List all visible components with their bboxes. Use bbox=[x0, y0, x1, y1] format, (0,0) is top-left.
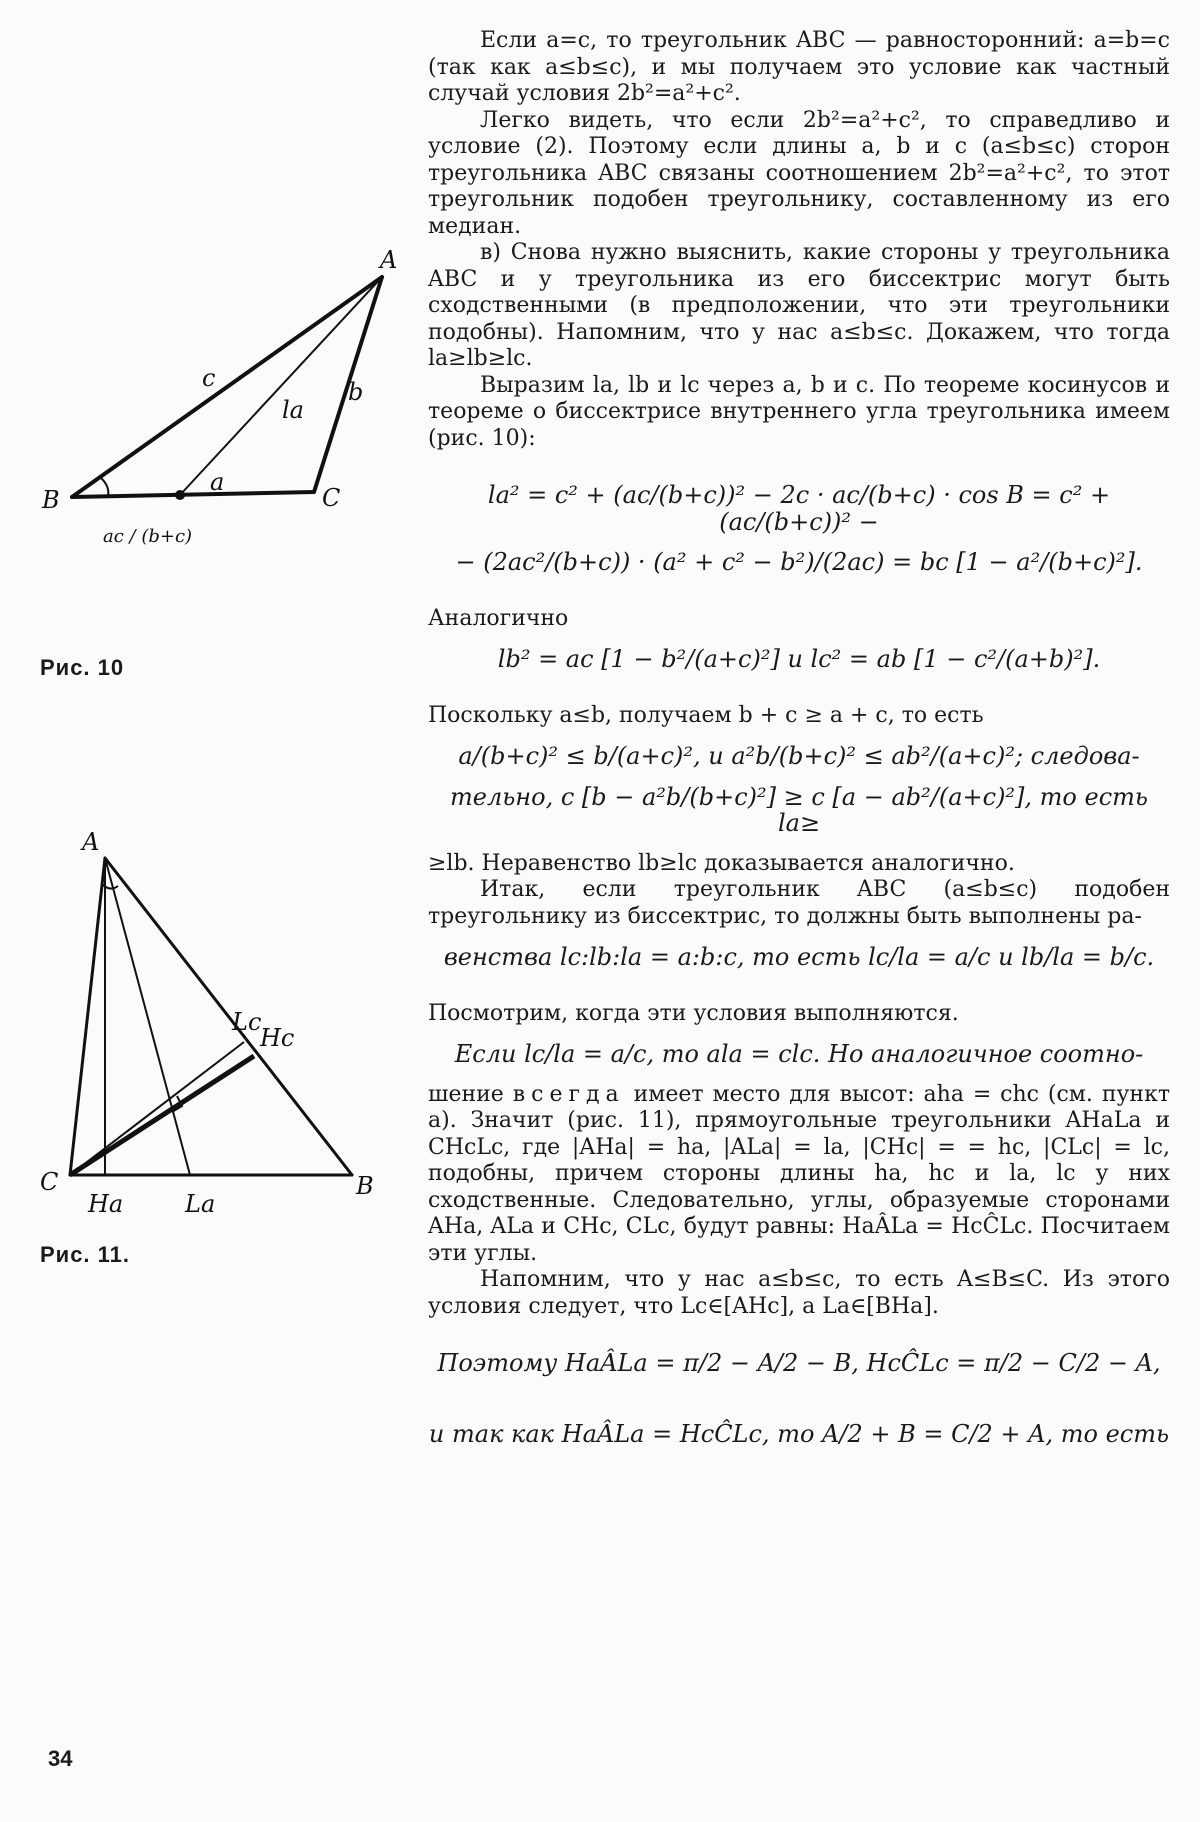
figure-10-caption: Рис. 10 bbox=[40, 655, 125, 680]
formula-angles-equal: и так как HaÂLa = HcĈLc, то A/2 + B = C/2 + A, то есть bbox=[428, 1419, 1170, 1448]
bisector-foot-point bbox=[175, 490, 185, 500]
paragraph-express-bisectors: Выразим la, lb и lc через a, b и c. По теореме косинусов и теореме о биссектрисе внутреннего угла треугольника имеем (рис. 10): bbox=[428, 372, 1170, 451]
paragraph-heights bbox=[428, 1082, 1170, 1268]
side-ac bbox=[70, 858, 105, 1175]
paragraph-medians: Легко видеть, что если 2b²=a²+c², то справедливо и условие (2). Поэтому если длины a, b и c (a≤b≤c) сторон треугольника ABC связаны соотношением 2b²=a²+c², то этот треугольник подобен треугольнику, составленному из его медиан. bbox=[428, 107, 1170, 239]
formula-lb-lc: lb² = ac [1 − b²/(a+c)²] и lc² = ab [1 − c²/(a+b)²]. bbox=[497, 645, 1101, 673]
label-C: C bbox=[40, 1168, 59, 1196]
formula-angles: Поэтому HaÂLa = π/2 − A/2 − B, HcĈLc = π/2 − C/2 − A, bbox=[437, 1349, 1161, 1377]
label-A: A bbox=[82, 828, 100, 856]
formula-if: Если lc/la = a/c, то ala = clc. Но аналогичное соотно- bbox=[454, 1040, 1144, 1068]
figure-11 bbox=[30, 820, 410, 1230]
label-C: C bbox=[322, 484, 341, 512]
label-b: b bbox=[348, 378, 364, 406]
label-B: B bbox=[356, 1172, 374, 1200]
label-c: c bbox=[202, 364, 216, 392]
figure-10 bbox=[30, 240, 410, 560]
label-B: B bbox=[42, 486, 60, 514]
label-Lc: Lc bbox=[232, 1008, 262, 1036]
label-A: A bbox=[380, 246, 398, 274]
text-emphasis-always: всегда bbox=[512, 1081, 625, 1107]
formula-la-squared-1: la² = c² + (ac/(b+c))² − 2c · ac/(b+c) · cos B = c² + (ac/(b+c))² − bbox=[487, 481, 1111, 536]
label-a: a bbox=[210, 468, 225, 496]
side-c bbox=[72, 277, 382, 497]
bisector-clc bbox=[70, 1042, 244, 1175]
paragraph-equilateral: Если a=c, то треугольник ABC — равносторонний: a=b=c (так как a≤b≤c), и мы получаем это условие как частный случай условия 2b²=a²+c². bbox=[428, 28, 1170, 106]
paragraph-check-conditions: Посмотрим, когда эти условия выполняются. bbox=[428, 1000, 959, 1026]
formula-inequalities: a/(b+c)² ≤ b/(a+c)², и a²b/(b+c)² ≤ ab²/(a+c)²; следова- bbox=[458, 742, 1140, 770]
formula-therefore: тельно, c [b − a²b/(b+c)²] ≥ c [a − ab²/(a+c)²], то есть la≥ bbox=[450, 782, 1148, 837]
triangle-diagram-11 bbox=[30, 820, 410, 1230]
paragraph-bisectors-intro: в) Снова нужно выяснить, какие стороны у треугольника ABC и у треугольника из его биссектрис могут быть сходственными (в предположении, что эти треугольники подобны). Напомним, что у нас a≤b≤c. Докажем, что тогда la≥lb≥lc. bbox=[428, 240, 1170, 371]
paragraph-analogously: Аналогично bbox=[428, 605, 569, 631]
label-La: La bbox=[185, 1190, 216, 1218]
text-fragment: имеет место для высот: aha = chc (см. пункт а). Значит (рис. 11), прямоугольные треугольники AHaLa и CHcLc, где |AHa| = ha, |ALa| = la, |CHc| = = hc, |CLc| = lc, подобны, причем стороны длины ha, hc и la, lc у них сходственные. Следовательно, углы, образуемые сторонами AHa, ALa и CHc, CLc, будут равны: HaÂLa = HcĈLc. Посчитаем эти углы. bbox=[428, 1081, 1171, 1266]
paragraph-recall: Напомним, что у нас a≤b≤c, то есть A≤B≤C. Из этого условия следует, что Lc∈[AHc], а La∈[BHa]. bbox=[428, 1267, 1170, 1319]
angle-b-arc bbox=[100, 477, 108, 496]
formula-ratios: венства lc:lb:la = a:b:c, то есть lc/la = a/c и lb/la = b/c. bbox=[443, 943, 1155, 971]
label-segment: ac / (b+c) bbox=[103, 526, 193, 547]
label-Hc: Hc bbox=[260, 1024, 295, 1052]
page-number: 34 bbox=[48, 1746, 73, 1771]
paragraph-since: Поскольку a≤b, получаем b + c ≥ a + c, то есть bbox=[428, 702, 984, 728]
label-Ha: Ha bbox=[88, 1190, 124, 1218]
formula-la-squared-2: − (2ac²/(b+c)) · (a² + c² − b²)/(2ac) = bc [1 − a²/(b+c)²]. bbox=[455, 548, 1143, 576]
paragraph-similar: Итак, если треугольник ABC (a≤b≤c) подобен треугольнику из биссектрис, то должны быть выполнены ра- bbox=[428, 877, 1170, 929]
text-column bbox=[428, 28, 1170, 1461]
figure-11-caption: Рис. 11. bbox=[40, 1242, 131, 1267]
text-fragment: шение bbox=[428, 1081, 504, 1107]
label-la: la bbox=[282, 396, 304, 424]
triangle-diagram-10 bbox=[30, 240, 410, 560]
paragraph-inequality: ≥lb. Неравенство lb≥lc доказывается аналогично. bbox=[428, 850, 1015, 876]
